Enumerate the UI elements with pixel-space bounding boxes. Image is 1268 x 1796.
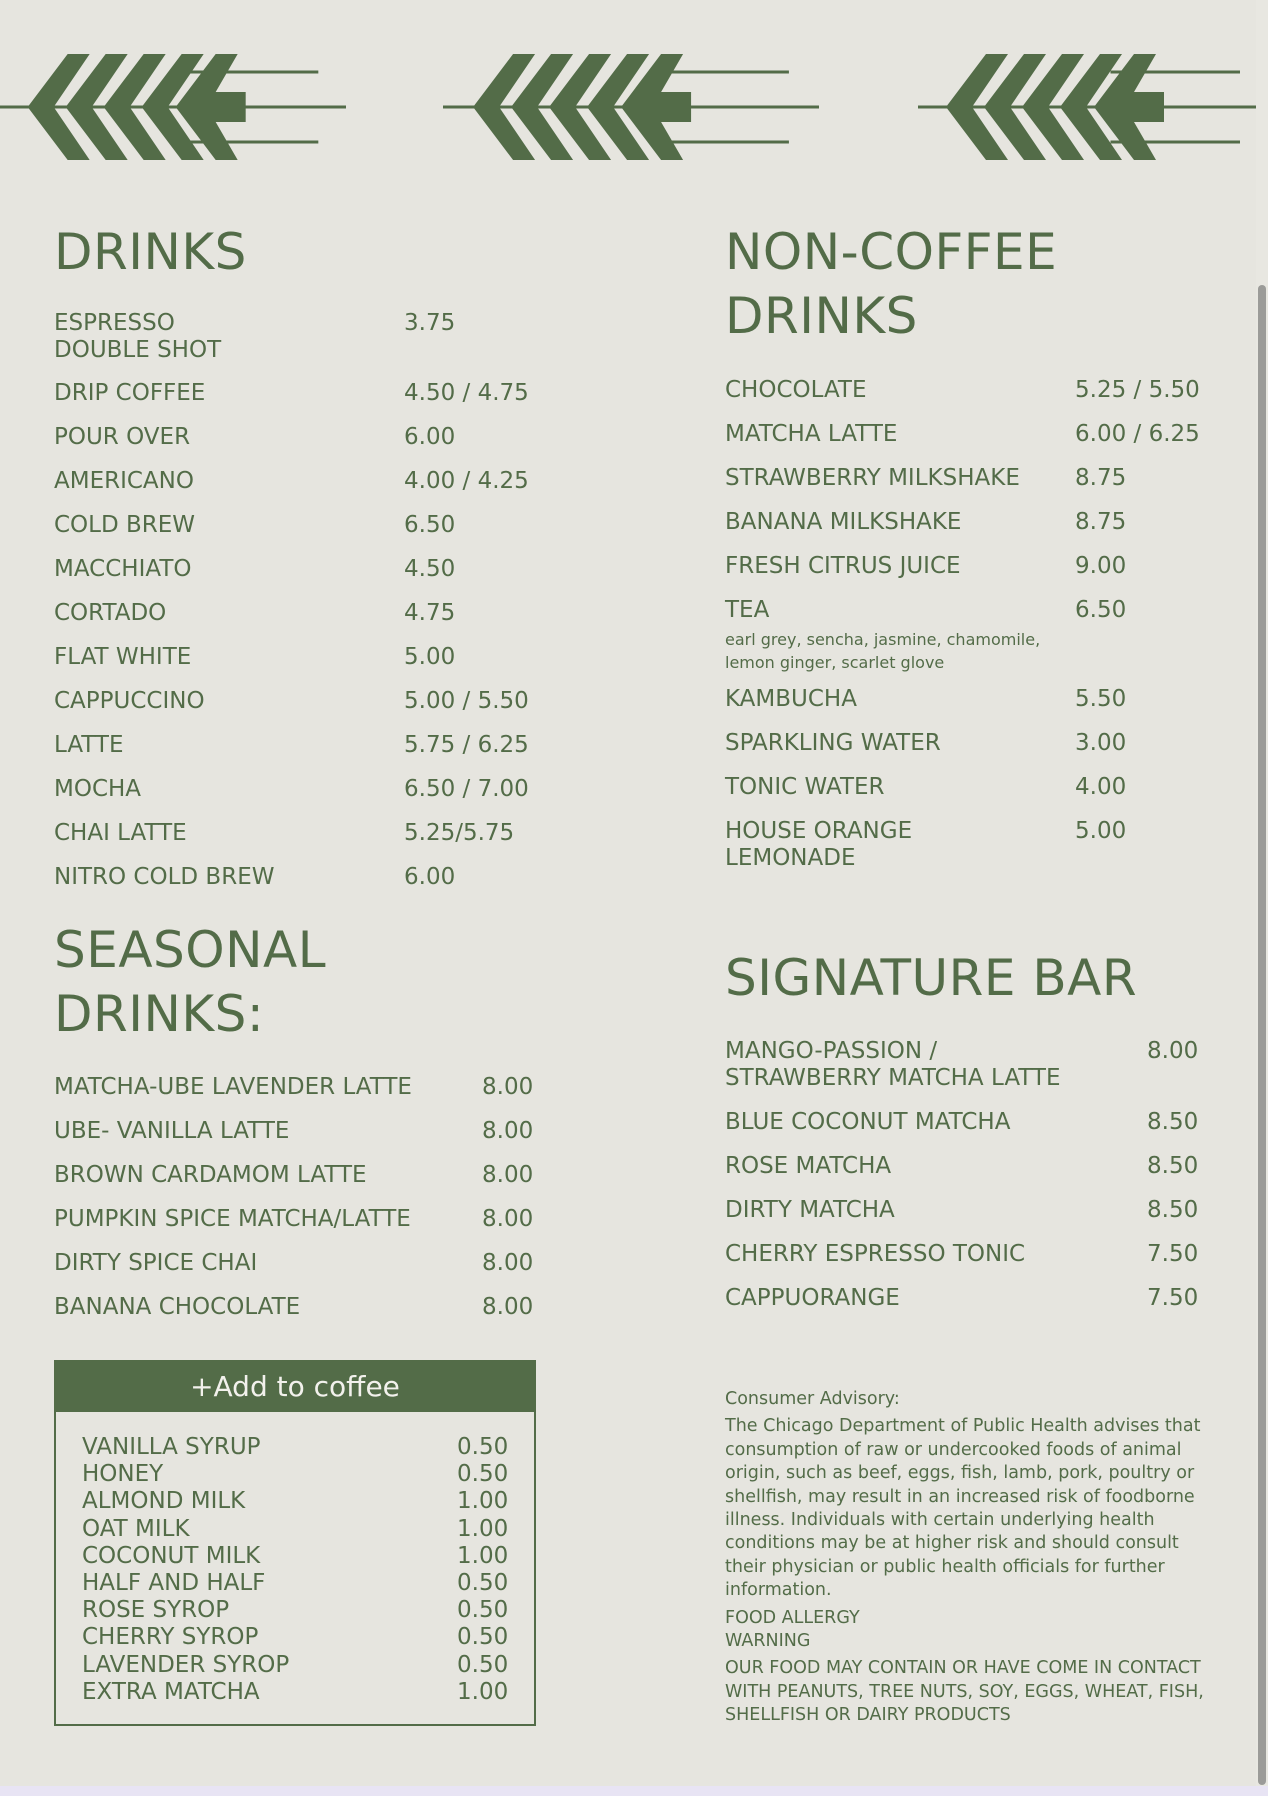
signature-list — [725, 1038, 1225, 1312]
addon-item-price: 0.50 — [457, 1651, 509, 1678]
menu-item-name: ESPRESSO DOUBLE SHOT — [54, 310, 222, 363]
menu-item-price: 8.00 — [482, 1162, 534, 1188]
menu-item — [725, 1109, 1225, 1136]
scrollbar-thumb[interactable] — [1258, 285, 1266, 1785]
menu-item — [725, 553, 1225, 580]
addon-list — [82, 1434, 509, 1706]
advisory-heading: Consumer Advisory: — [725, 1389, 900, 1409]
menu-item-price: 4.00 / 4.25 — [404, 468, 529, 494]
menu-item-name: UBE- VANILLA LATTE — [54, 1118, 290, 1144]
addon-item — [82, 1570, 509, 1597]
menu-item-price: 5.00 — [404, 644, 456, 670]
addon-item-name: EXTRA MATCHA — [82, 1678, 260, 1705]
menu-item-name: MATCHA-UBE LAVENDER LATTE — [54, 1074, 412, 1100]
menu-item-name: BROWN CARDAMOM LATTE — [54, 1162, 367, 1188]
menu-item-price: 8.00 — [482, 1206, 534, 1232]
menu-item-price: 4.75 — [404, 600, 456, 626]
allergy-body: OUR FOOD MAY CONTAIN OR HAVE COME IN CONTACT WITH PEANUTS, TREE NUTS, SOY, EGGS, WHEAT, FISH, SHELLFISH OR DAIRY PRODUCTS — [725, 1658, 1204, 1726]
menu-item-price: 8.00 — [1147, 1038, 1199, 1064]
menu-item — [54, 1206, 554, 1233]
menu-item-price: 6.00 / 6.25 — [1075, 421, 1200, 447]
menu-item-name: COLD BREW — [54, 512, 196, 538]
addon-item-price: 0.50 — [457, 1461, 509, 1488]
non-coffee-list — [725, 377, 1225, 872]
addon-item-name: ROSE SYROP — [82, 1597, 230, 1624]
menu-item-name: AMERICANO — [54, 468, 194, 494]
addon-item — [82, 1542, 509, 1570]
menu-item-price: 8.50 — [1147, 1197, 1199, 1223]
menu-item — [54, 688, 554, 715]
menu-item-price: 5.25/5.75 — [404, 820, 515, 846]
menu-item-name: SPARKLING WATER — [725, 730, 941, 756]
menu-item — [725, 1241, 1225, 1268]
menu-item-name: MACCHIATO — [54, 556, 192, 582]
menu-item — [725, 686, 1225, 713]
non-coffee-title-line1: NON-COFFEE — [725, 223, 1058, 281]
menu-item — [54, 380, 554, 407]
menu-item-price: 6.50 — [404, 512, 456, 538]
menu-item-price: 8.75 — [1075, 465, 1127, 491]
consumer-advisory — [725, 1388, 1225, 1732]
seasonal-title-line1: SEASONAL — [54, 921, 327, 979]
menu-item-price: 6.50 / 7.00 — [404, 776, 529, 802]
menu-item-price: 8.00 — [482, 1294, 534, 1320]
addon-item-name: HONEY — [82, 1461, 164, 1488]
menu-item-price: 7.50 — [1147, 1241, 1199, 1267]
menu-item-price: 5.75 / 6.25 — [404, 732, 529, 758]
addon-item-name: LAVENDER SYROP — [82, 1651, 290, 1678]
addon-item — [82, 1678, 509, 1706]
addon-item — [82, 1624, 509, 1651]
menu-item — [54, 600, 554, 627]
menu-item — [54, 1074, 554, 1101]
addon-item — [82, 1488, 509, 1515]
menu-item-price: 8.50 — [1147, 1109, 1199, 1135]
menu-item-note: earl grey, sencha, jasmine, chamomile, lemon ginger, scarlet glove — [725, 630, 1041, 672]
menu-item — [54, 310, 554, 364]
menu-item-name: STRAWBERRY MILKSHAKE — [725, 465, 1020, 491]
menu-item-name: ROSE MATCHA — [725, 1153, 892, 1179]
menu-item-price: 5.25 / 5.50 — [1075, 377, 1200, 403]
addon-item-price: 1.00 — [457, 1488, 509, 1515]
menu-item-price: 7.50 — [1147, 1285, 1199, 1311]
addon-item-name: COCONUT MILK — [82, 1542, 261, 1569]
menu-item-name: BANANA CHOCOLATE — [54, 1294, 301, 1320]
menu-item — [54, 732, 554, 759]
menu-item-name: BANANA MILKSHAKE — [725, 509, 962, 535]
seasonal-title — [54, 918, 326, 1046]
menu-item — [725, 465, 1225, 492]
non-coffee-title-line2: DRINKS — [725, 287, 918, 345]
bottom-strip — [0, 1786, 1268, 1796]
seasonal-list — [54, 1074, 554, 1321]
menu-item-price: 5.50 — [1075, 686, 1127, 712]
addon-item-price: 0.50 — [457, 1624, 509, 1651]
menu-item — [725, 377, 1225, 404]
addon-item-name: CHERRY SYROP — [82, 1624, 259, 1651]
non-coffee-title — [725, 220, 1057, 348]
addon-item — [82, 1597, 509, 1624]
menu-item — [725, 1038, 1225, 1092]
menu-item-name: NITRO COLD BREW — [54, 864, 275, 890]
menu-item-price: 6.50 — [1075, 597, 1127, 623]
menu-item-price: 6.00 — [404, 864, 456, 890]
addon-box — [54, 1360, 536, 1726]
menu-item-name: CAPPUORANGE — [725, 1285, 900, 1311]
menu-item-name: PUMPKIN SPICE MATCHA/LATTE — [54, 1206, 411, 1232]
menu-item-price: 4.50 — [404, 556, 456, 582]
menu-item-name: MOCHA — [54, 776, 142, 802]
addon-item — [82, 1515, 509, 1543]
addon-item-name: OAT MILK — [82, 1515, 190, 1542]
menu-item — [54, 864, 554, 891]
wheat-icon — [443, 52, 819, 162]
menu-item-name: LATTE — [54, 732, 124, 758]
addon-item-name: ALMOND MILK — [82, 1488, 246, 1515]
seasonal-title-line2: DRINKS: — [54, 985, 265, 1043]
menu-item-price: 8.50 — [1147, 1153, 1199, 1179]
menu-item-name: MATCHA LATTE — [725, 421, 898, 447]
drinks-list — [54, 310, 554, 891]
menu-item-price: 8.00 — [482, 1074, 534, 1100]
addon-item-price: 0.50 — [457, 1597, 509, 1624]
menu-item-name: FLAT WHITE — [54, 644, 192, 670]
menu-item-name: CAPPUCCINO — [54, 688, 205, 714]
menu-item — [725, 597, 1225, 674]
menu-item — [54, 1250, 554, 1277]
menu-item-price: 8.75 — [1075, 509, 1127, 535]
menu-item-name: KAMBUCHA — [725, 686, 857, 712]
addon-item-price: 0.50 — [457, 1434, 509, 1460]
menu-item-name: CHOCOLATE — [725, 377, 867, 403]
menu-item-price: 6.00 — [404, 424, 456, 450]
menu-item — [725, 730, 1225, 757]
menu-item-name: FRESH CITRUS JUICE — [725, 553, 961, 579]
menu-item — [54, 776, 554, 803]
menu-item-name: DIRTY SPICE CHAI — [54, 1250, 258, 1276]
menu-item-price: 9.00 — [1075, 553, 1127, 579]
menu-item-name: MANGO-PASSION / STRAWBERRY MATCHA LATTE — [725, 1038, 1061, 1091]
wheat-icon — [0, 52, 346, 162]
menu-item — [54, 468, 554, 495]
menu-item — [725, 774, 1225, 801]
scrollbar[interactable] — [1256, 0, 1268, 1790]
menu-item — [725, 509, 1225, 536]
menu-item-price: 3.00 — [1075, 730, 1127, 756]
menu-item — [725, 1285, 1225, 1312]
menu-item — [54, 1118, 554, 1145]
addon-item-price: 0.50 — [457, 1570, 509, 1597]
addon-item — [82, 1461, 509, 1488]
menu-item — [725, 1153, 1225, 1180]
allergy-line1: FOOD ALLERGY — [725, 1607, 860, 1628]
menu-item-name: CHAI LATTE — [54, 820, 187, 846]
menu-item-name: BLUE COCONUT MATCHA — [725, 1109, 1011, 1135]
menu-item-name: POUR OVER — [54, 424, 191, 450]
menu-item-price: 5.00 / 5.50 — [404, 688, 529, 714]
signature-title: SIGNATURE BAR — [725, 949, 1138, 1007]
menu-item — [54, 1294, 554, 1321]
menu-item-name: DRIP COFFEE — [54, 380, 206, 406]
menu-item-price: 8.00 — [482, 1250, 534, 1276]
menu-item-name: HOUSE ORANGE LEMONADE — [725, 818, 913, 871]
addon-item — [82, 1651, 509, 1679]
menu-item-name: TEA — [725, 597, 770, 623]
menu-item — [725, 818, 1225, 872]
addon-item-name: HALF AND HALF — [82, 1570, 266, 1597]
menu-item — [725, 1197, 1225, 1224]
menu-item-name: CHERRY ESPRESSO TONIC — [725, 1241, 1026, 1267]
addon-item-price: 1.00 — [457, 1678, 509, 1705]
menu-item — [54, 556, 554, 583]
menu-item — [54, 424, 554, 451]
menu-item-price: 4.50 / 4.75 — [404, 380, 529, 406]
addon-item-price: 1.00 — [457, 1542, 509, 1569]
menu-item — [725, 421, 1225, 448]
menu-item-price: 5.00 — [1075, 818, 1127, 844]
menu-item-name: CORTADO — [54, 600, 167, 626]
menu-item — [54, 1162, 554, 1189]
menu-item-price: 3.75 — [404, 310, 456, 336]
advisory-body: The Chicago Department of Public Health advises that consumption of raw or undercooked foods of animal origin, such as beef, eggs, fish, lamb, pork, poultry or shellfish, may result in an increased risk of foodborne illness. Individuals with certain underlying health conditions may be at higher risk and should consult their physician or public health officials for further information. — [725, 1416, 1201, 1601]
menu-item — [54, 644, 554, 671]
menu-item-price: 8.00 — [482, 1118, 534, 1144]
menu-item-name: TONIC WATER — [725, 774, 885, 800]
menu-item — [54, 820, 554, 847]
menu-item-name: DIRTY MATCHA — [725, 1197, 895, 1223]
addon-title: +Add to coffee — [56, 1362, 534, 1412]
addon-item-price: 1.00 — [457, 1515, 509, 1542]
menu-item — [54, 512, 554, 539]
menu-item-price: 4.00 — [1075, 774, 1127, 800]
addon-item-name: VANILLA SYRUP — [82, 1434, 261, 1460]
drinks-title: DRINKS — [54, 223, 247, 281]
addon-item — [82, 1434, 509, 1461]
wheat-icon — [918, 52, 1268, 162]
allergy-line2: WARNING — [725, 1631, 811, 1652]
